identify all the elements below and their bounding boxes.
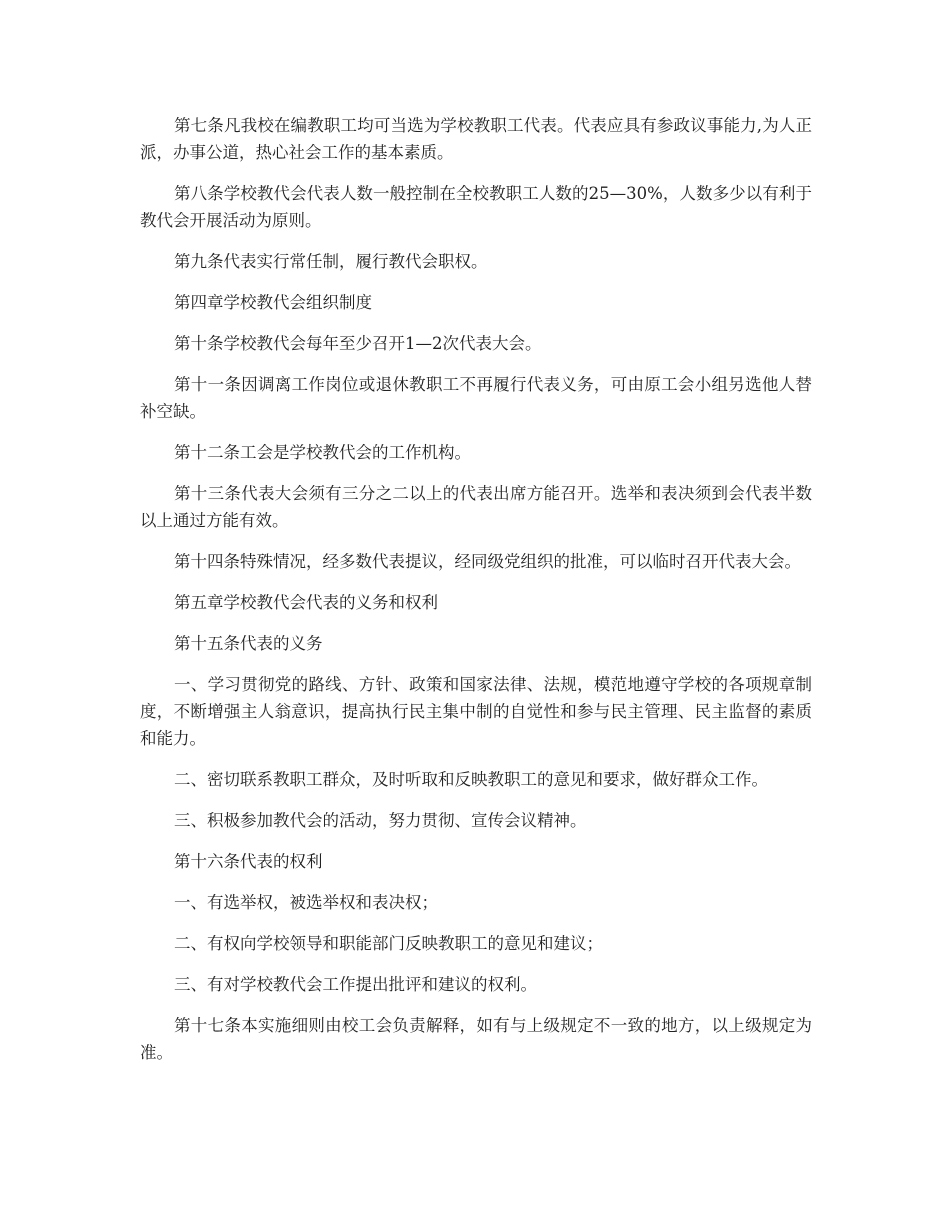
duty-item-3: 三、积极参加教代会的活动，努力贯彻、宣传会议精神。 bbox=[174, 811, 587, 830]
article-12-paragraph: 第十二条工会是学校教代会的工作机构。 bbox=[174, 443, 471, 462]
duty-item-1: 一、学习贯彻党的路线、方针、政策和国家法律、法规，模范地遵守学校的各项规章制度，不断增强主人翁意识，提高执行民主集中制的自觉性和参与民主管理、民主监督的素质和能力。 bbox=[140, 675, 812, 748]
article-16-heading: 第十六条代表的权利 bbox=[174, 852, 323, 871]
article-13-paragraph: 第十三条代表大会须有三分之二以上的代表出席方能召开。选举和表决须到会代表半数以上通过方能有效。 bbox=[140, 484, 812, 530]
chapter-5-heading: 第五章学校教代会代表的义务和权利 bbox=[174, 593, 438, 612]
article-11-paragraph: 第十一条因调离工作岗位或退休教职工不再履行代表义务，可由原工会小组另选他人替补空缺。 bbox=[140, 375, 812, 421]
article-9-paragraph: 第九条代表实行常任制，履行教代会职权。 bbox=[174, 252, 488, 271]
duty-item-2: 二、密切联系教职工群众，及时听取和反映教职工的意见和要求，做好群众工作。 bbox=[174, 770, 768, 789]
article-8-paragraph: 第八条学校教代会代表人数一般控制在全校教职工人数的25—30%，人数多少以有利于教代会开展活动为原则。 bbox=[140, 184, 812, 230]
chapter-4-heading: 第四章学校教代会组织制度 bbox=[174, 293, 372, 312]
right-item-2: 二、有权向学校领导和职能部门反映教职工的意见和建议； bbox=[174, 934, 603, 953]
document-page bbox=[140, 112, 812, 1080]
right-item-3: 三、有对学校教代会工作提出批评和建议的权利。 bbox=[174, 975, 537, 994]
right-item-1: 一、有选举权，被选举权和表决权； bbox=[174, 893, 438, 912]
article-14-paragraph: 第十四条特殊情况，经多数代表提议，经同级党组织的批准，可以临时召开代表大会。 bbox=[174, 552, 801, 571]
article-15-heading: 第十五条代表的义务 bbox=[174, 634, 323, 653]
article-17-paragraph: 第十七条本实施细则由校工会负责解释，如有与上级规定不一致的地方，以上级规定为准。 bbox=[140, 1016, 812, 1062]
article-7-paragraph: 第七条凡我校在编教职工均可当选为学校教职工代表。代表应具有参政议事能力,为人正派，办事公道，热心社会工作的基本素质。 bbox=[140, 116, 812, 162]
article-10-paragraph: 第十条学校教代会每年至少召开1—2次代表大会。 bbox=[174, 334, 542, 353]
